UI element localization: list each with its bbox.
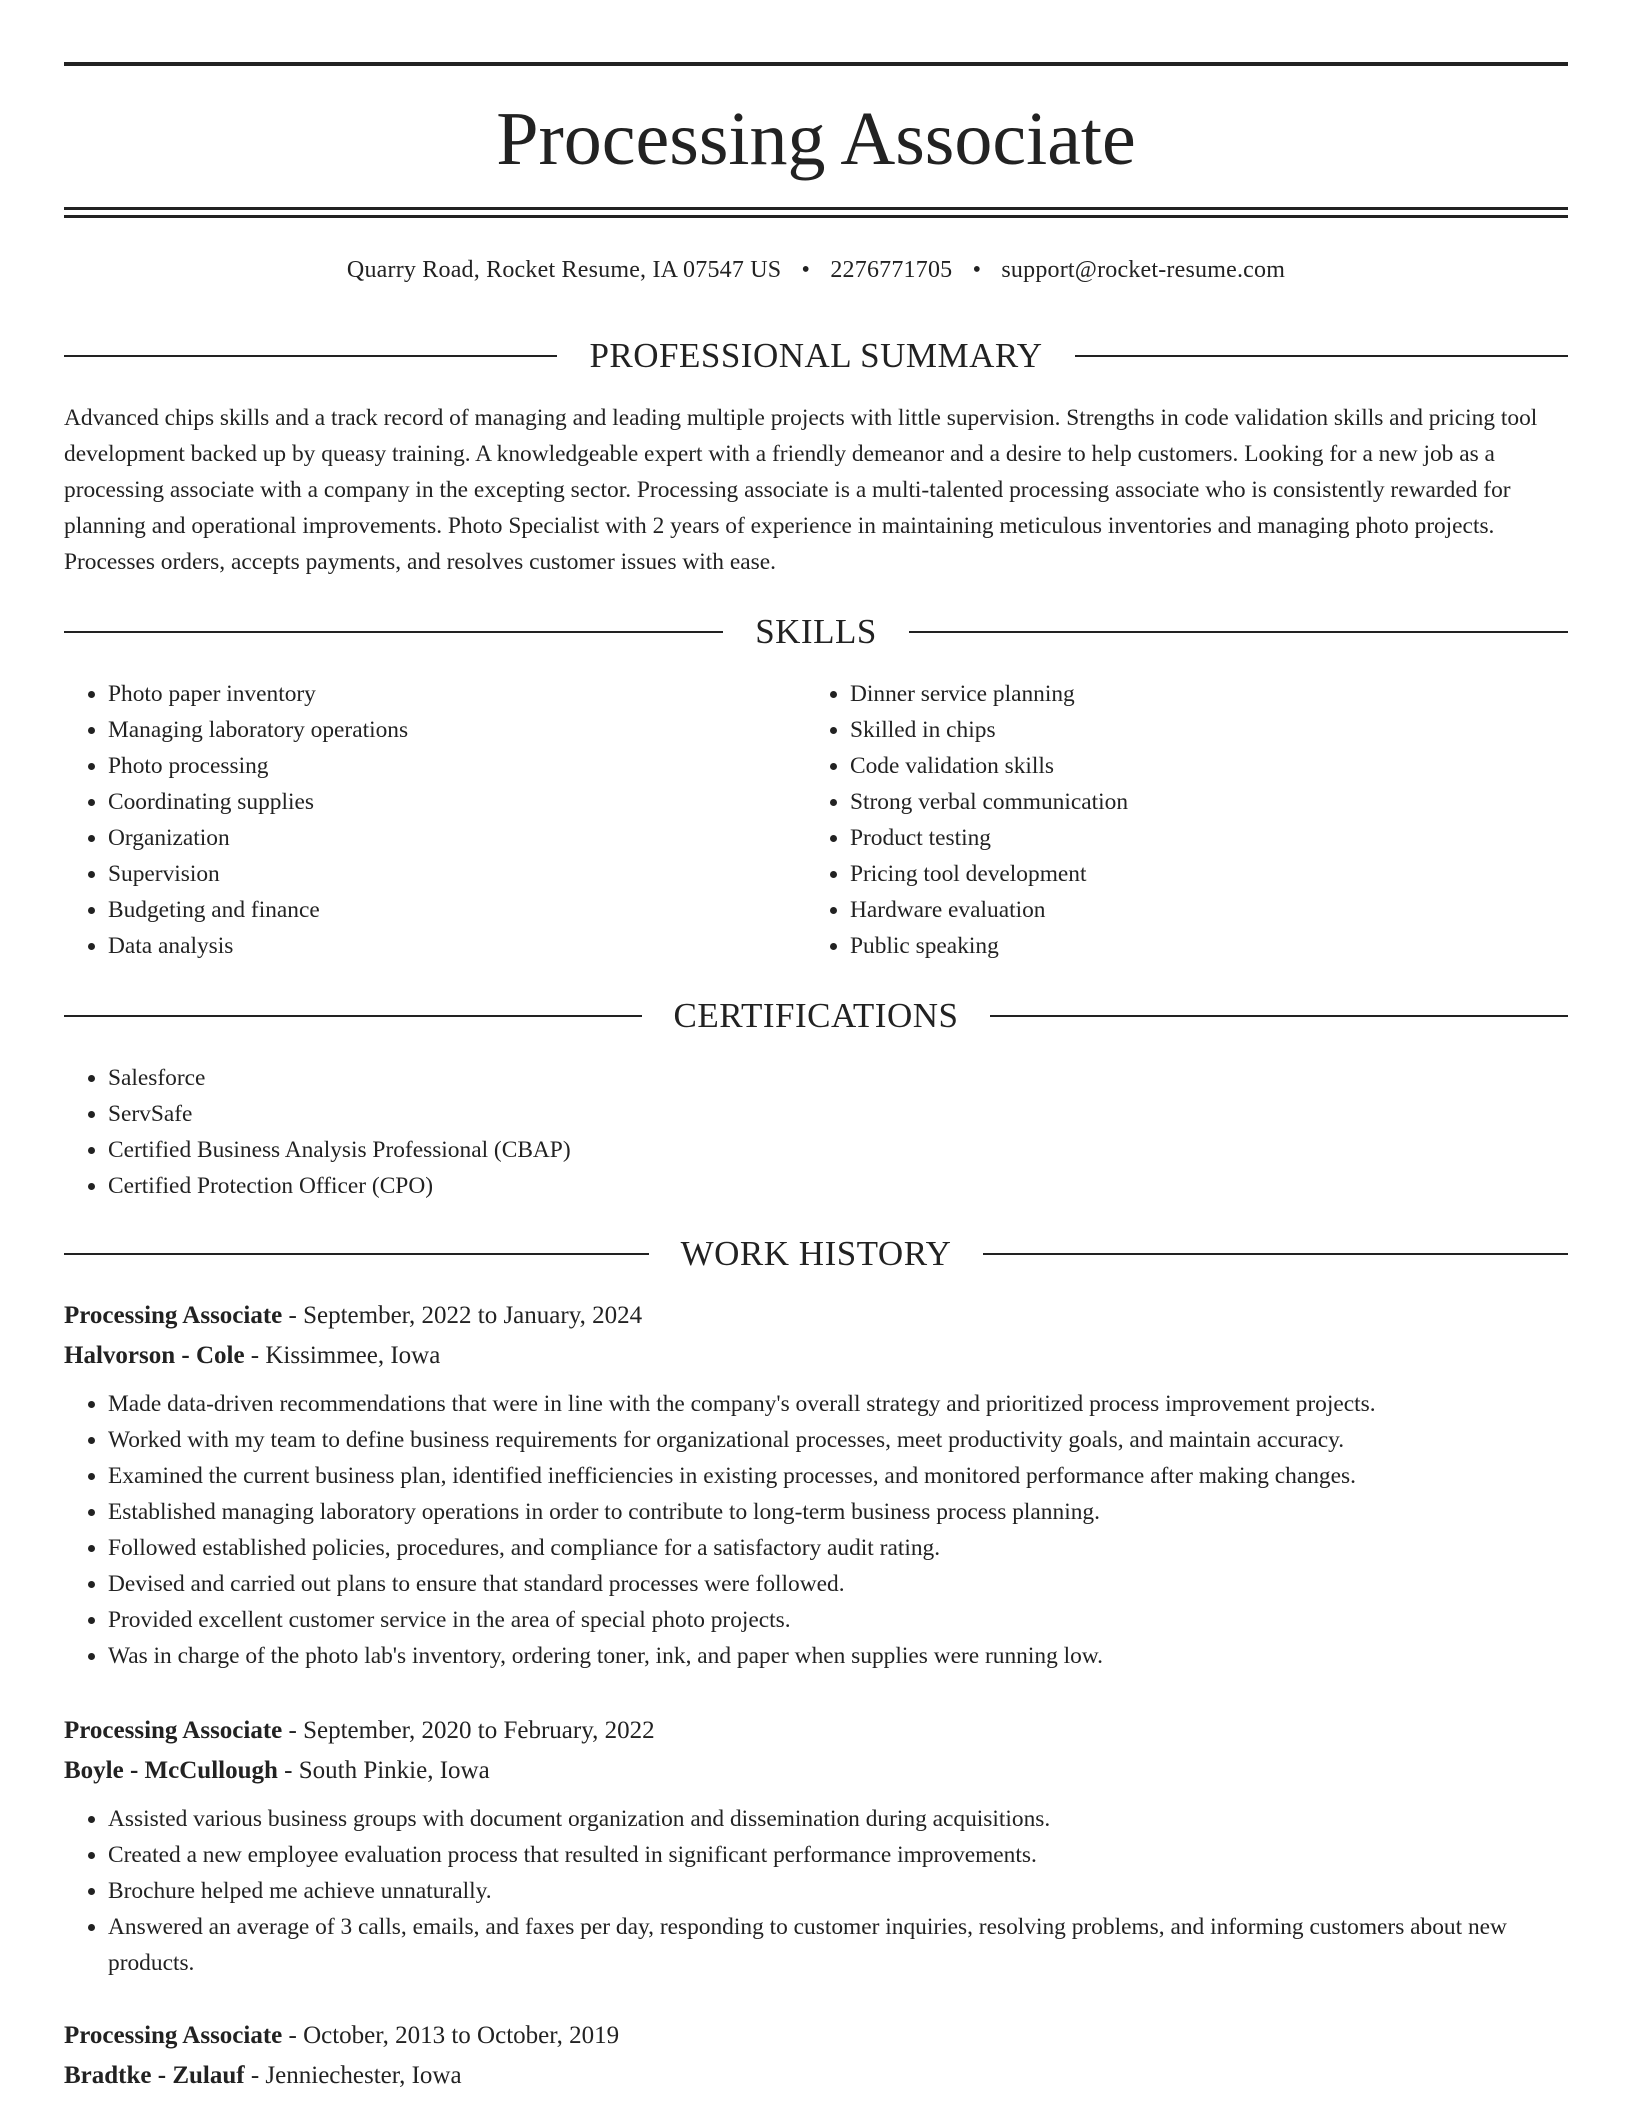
contact-email: support@rocket-resume.com (1001, 257, 1286, 283)
work-section-header (64, 1232, 1568, 1276)
job-company-line (64, 1336, 1568, 1376)
job-bullet-item: • Provided excellent customer service in the area of special photo projects. (108, 1602, 1568, 1638)
skills-section-header (64, 610, 1568, 654)
section-rule (64, 355, 557, 357)
job-company-line (64, 2056, 1568, 2096)
skills-section-title: SKILLS (755, 612, 877, 651)
job-bullets (64, 1801, 1568, 1981)
skill-item: • Pricing tool development (850, 856, 1568, 892)
skills-column-left (64, 676, 804, 964)
skill-item: • Managing laboratory operations (108, 712, 804, 748)
skill-item: • Code validation skills (850, 748, 1568, 784)
job-bullet-item: • Established managing laboratory operations in order to contribute to long-term business process planning. (108, 1494, 1568, 1530)
certification-item: • Certified Protection Officer (CPO) (108, 1168, 1568, 1204)
job-title: Processing Associate (64, 2022, 283, 2049)
job-bullets (64, 1386, 1568, 1674)
job-entry (64, 1296, 1568, 1674)
section-rule (64, 1015, 642, 1017)
certification-item: • Salesforce (108, 1060, 1568, 1096)
certifications-section-title: CERTIFICATIONS (673, 996, 959, 1035)
skill-item: • Hardware evaluation (850, 892, 1568, 928)
contact-line (64, 254, 1568, 286)
skill-item: • Budgeting and finance (108, 892, 804, 928)
section-rule (1075, 355, 1568, 357)
certifications-section-header (64, 994, 1568, 1038)
skill-item: • Dinner service planning (850, 676, 1568, 712)
skill-item: • Coordinating supplies (108, 784, 804, 820)
job-location: - Kissimmee, Iowa (244, 1342, 441, 1369)
job-title-line (64, 2016, 1568, 2056)
job-title: Processing Associate (64, 1717, 283, 1744)
header-top-rule (64, 62, 1568, 66)
job-dates: - October, 2013 to October, 2019 (282, 2022, 620, 2049)
job-bullet-item: • Devised and carried out plans to ensure that standard processes were followed. (108, 1566, 1568, 1602)
skills-column-right (806, 676, 1568, 964)
skill-item: • Strong verbal communication (850, 784, 1568, 820)
job-location: - Jenniechester, Iowa (244, 2062, 462, 2089)
job-bullet-item: • Created a new employee evaluation process that resulted in significant performance improvements. (108, 1837, 1568, 1873)
skill-item: • Product testing (850, 820, 1568, 856)
job-company: Boyle - McCullough (64, 1757, 278, 1784)
job-bullet-item: • Made data-driven recommendations that were in line with the company's overall strategy and prioritized process improvement projects. (108, 1386, 1568, 1422)
skill-item: • Public speaking (850, 928, 1568, 964)
page-title: Processing Associate (496, 97, 1136, 181)
skill-item: • Organization (108, 820, 804, 856)
job-location: - South Pinkie, Iowa (277, 1757, 490, 1784)
summary-section-header (64, 334, 1568, 378)
job-bullet-item: • Brochure helped me achieve unnaturally. (108, 1873, 1568, 1909)
header-bottom-rule-1 (64, 207, 1568, 210)
job-bullet-item: • Assisted various business groups with document organization and dissemination during acquisitions. (108, 1801, 1568, 1837)
summary-text: Advanced chips skills and a track record of managing and leading multiple projects with little supervision. Strengths in code validation skills and pricing tool development backed up by queasy training. A knowledgeable expert with a friendly demeanor and a desire to help customers. Looking for a new job as a processing associate with a company in the excepting sector. Processing associate is a multi-talented processing associate who is consistently rewarded for planning and operational improvements. Photo Specialist with 2 years of experience in maintaining meticulous inventories and managing photo projects. Processes orders, accepts payments, and resolves customer issues with ease. (64, 405, 1538, 575)
work-section-title: WORK HISTORY (680, 1234, 952, 1273)
job-bullet-item: • Answered an average of 3 calls, emails, and faxes per day, responding to customer inquiries, resolving problems, and informing customers about new products. (108, 1909, 1568, 1981)
skill-item: • Data analysis (108, 928, 804, 964)
certification-item: • ServSafe (108, 1096, 1568, 1132)
section-rule (909, 631, 1568, 633)
job-company-line (64, 1751, 1568, 1791)
job-title-line (64, 1296, 1568, 1336)
skill-item: • Supervision (108, 856, 804, 892)
job-bullet-item: • Worked with my team to define business requirements for organizational processes, meet productivity goals, and maintain accuracy. (108, 1422, 1568, 1458)
contact-separator: • (972, 257, 982, 283)
header-bottom-rule-2 (64, 215, 1568, 218)
job-bullet-item: • Was in charge of the photo lab's inventory, ordering toner, ink, and paper when supplies were running low. (108, 1638, 1568, 1674)
certification-item: • Certified Business Analysis Professional (CBAP) (108, 1132, 1568, 1168)
skills-list-left (64, 676, 804, 964)
certifications-block (64, 1060, 1568, 1204)
section-rule (64, 631, 723, 633)
skills-list-right (806, 676, 1568, 964)
job-title-line (64, 1711, 1568, 1751)
summary-section-title: PROFESSIONAL SUMMARY (589, 336, 1043, 375)
contact-phone: 2276771705 (830, 257, 953, 283)
job-bullet-item: • Examined the current business plan, identified inefficiencies in existing processes, and monitored performance after making changes. (108, 1458, 1568, 1494)
certifications-list (64, 1060, 1568, 1204)
job-company: Halvorson - Cole (64, 1342, 245, 1369)
job-entry (64, 1711, 1568, 1981)
skill-item: • Skilled in chips (850, 712, 1568, 748)
job-bullet-item: • Followed established policies, procedures, and compliance for a satisfactory audit rating. (108, 1530, 1568, 1566)
section-rule (983, 1253, 1568, 1255)
job-dates: - September, 2020 to February, 2022 (282, 1717, 655, 1744)
section-rule (64, 1253, 649, 1255)
contact-address: Quarry Road, Rocket Resume, IA 07547 US (346, 257, 782, 283)
section-rule (990, 1015, 1568, 1017)
skill-item: • Photo paper inventory (108, 676, 804, 712)
skill-item: • Photo processing (108, 748, 804, 784)
job-dates: - September, 2022 to January, 2024 (282, 1302, 643, 1329)
job-company: Bradtke - Zulauf (64, 2062, 245, 2089)
job-title: Processing Associate (64, 1302, 283, 1329)
contact-separator: • (801, 257, 811, 283)
job-entry (64, 2016, 1568, 2096)
